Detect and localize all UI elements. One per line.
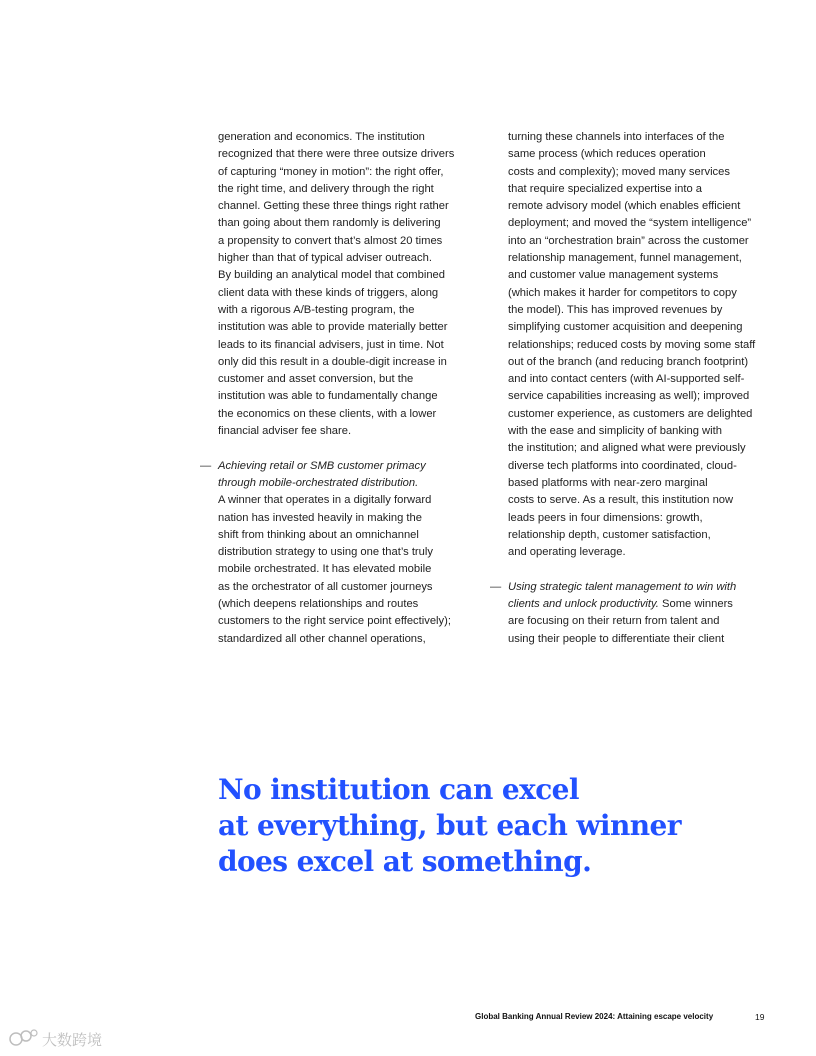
text-line: costs to serve. As a result, this institution now	[508, 494, 734, 507]
text-line: institution was able to provide materially better	[218, 321, 448, 334]
text-line: distribution strategy to using one that’s truly	[218, 546, 433, 559]
list-item-talent-management	[490, 579, 770, 648]
text-line: only did this result in a double-digit increase in	[218, 355, 447, 368]
text-line: customers to the right service point effectively);	[218, 615, 451, 628]
page-number: 19	[755, 1012, 765, 1022]
text-line: as the orchestrator of all customer journeys	[218, 580, 433, 593]
text-line: relationship depth, customer satisfaction,	[508, 528, 711, 541]
list-item-heading	[218, 458, 480, 493]
text-line: turning these channels into interfaces of the	[508, 131, 725, 143]
text-line: are focusing on their return from talent and	[508, 615, 720, 628]
text-line: leads to its financial advisers, just in time. Not	[218, 338, 444, 351]
text-line: the institution; and aligned what were previously	[508, 442, 746, 455]
text-line: A winner that operates in a digitally forward	[218, 494, 432, 507]
list-item-body	[218, 492, 480, 648]
list-item-heading-line-2	[508, 596, 770, 613]
text-line: service capabilities increasing as well); improved	[508, 390, 750, 403]
text-line: with a rigorous A/B-testing program, the	[218, 303, 415, 316]
text-line: than going about them randomly is delivering	[218, 217, 441, 230]
text-line: customer and asset conversion, but the	[218, 373, 414, 386]
text-line: shift from thinking about an omnichannel	[218, 528, 419, 541]
text-line: institution was able to fundamentally change	[218, 390, 438, 403]
list-dash: —	[490, 580, 502, 593]
text-line: deployment; and moved the “system intelligence”	[508, 217, 752, 230]
text-line: (which makes it harder for competitors to copy	[508, 286, 737, 299]
text-line: channel. Getting these three things right rather	[218, 200, 449, 213]
text-line: with the ease and simplicity of banking with	[508, 425, 722, 438]
pull-quote-line: does excel at something.	[218, 845, 592, 878]
text-line: out of the branch (and reducing branch footprint)	[508, 355, 749, 368]
list-item-retail-primacy	[200, 458, 480, 648]
right-paragraph-1	[508, 129, 770, 561]
circle-logo-icon	[8, 1027, 118, 1051]
left-paragraph-1	[218, 129, 480, 440]
text-line: relationships; reduced costs by moving some staff	[508, 338, 756, 351]
text-line: simplifying customer acquisition and deepening	[508, 321, 743, 334]
pull-quote	[218, 772, 738, 880]
text-line: of capturing “money in motion”: the right offer,	[218, 165, 444, 178]
text-line: leads peers in four dimensions: growth,	[508, 511, 703, 524]
list-item-heading-tail: clients and unlock productivity.	[508, 598, 659, 611]
text-line: relationship management, funnel management,	[508, 252, 742, 265]
text-line: mobile orchestrated. It has elevated mobile	[218, 563, 432, 576]
text-line: through mobile-orchestrated distribution.	[218, 476, 419, 489]
text-line: By building an analytical model that combined	[218, 269, 445, 282]
list-item-heading-line-1: Using strategic talent management to win with	[508, 580, 737, 593]
text-line: costs and complexity); moved many services	[508, 165, 730, 178]
pull-quote-line: at everything, but each winner	[218, 809, 681, 842]
left-column	[200, 129, 480, 648]
text-line: standardized all other channel operations,	[218, 632, 426, 645]
list-item-body	[508, 613, 770, 648]
right-column	[490, 129, 770, 648]
text-line: remote advisory model (which enables efficient	[508, 200, 741, 213]
text-line: into an “orchestration brain” across the customer	[508, 234, 749, 247]
text-line: the right time, and delivery through the right	[218, 182, 434, 195]
text-line: a propensity to convert that’s almost 20 times	[218, 234, 443, 247]
watermark	[8, 1027, 118, 1051]
text-line: diverse tech platforms into coordinated, cloud-	[508, 459, 737, 472]
text-line: the model). This has improved revenues by	[508, 303, 723, 316]
text-line: and operating leverage.	[508, 546, 626, 559]
footer-title: Global Banking Annual Review 2024: Attaining escape velocity	[475, 1012, 714, 1021]
text-line: and customer value management systems	[508, 269, 719, 282]
text-line: the economics on these clients, with a lower	[218, 407, 437, 420]
text-line: Achieving retail or SMB customer primacy	[218, 459, 426, 472]
text-line: using their people to differentiate their client	[508, 632, 725, 645]
list-dash: —	[200, 459, 212, 472]
text-line: client data with these kinds of triggers, along	[218, 286, 439, 299]
text-line: customer experience, as customers are delighted	[508, 407, 753, 420]
text-line: higher than that of typical adviser outreach.	[218, 252, 432, 265]
text-line: recognized that there were three outsize drivers	[218, 148, 455, 161]
text-line: nation has invested heavily in making the	[218, 511, 422, 524]
text-line: based platforms with near-zero marginal	[508, 476, 708, 489]
text-line: same process (which reduces operation	[508, 148, 706, 161]
text-line: that require specialized expertise into a	[508, 182, 703, 195]
text-line: (which deepens relationships and routes	[218, 598, 419, 611]
pull-quote-line: No institution can excel	[218, 773, 579, 806]
list-item-body-start: Some winners	[658, 598, 733, 611]
text-line: financial adviser fee share.	[218, 425, 352, 438]
text-line: and into contact centers (with AI-supported self-	[508, 373, 745, 386]
text-line: generation and economics. The institution	[218, 131, 425, 143]
watermark-text: 大数跨境	[42, 1031, 103, 1049]
